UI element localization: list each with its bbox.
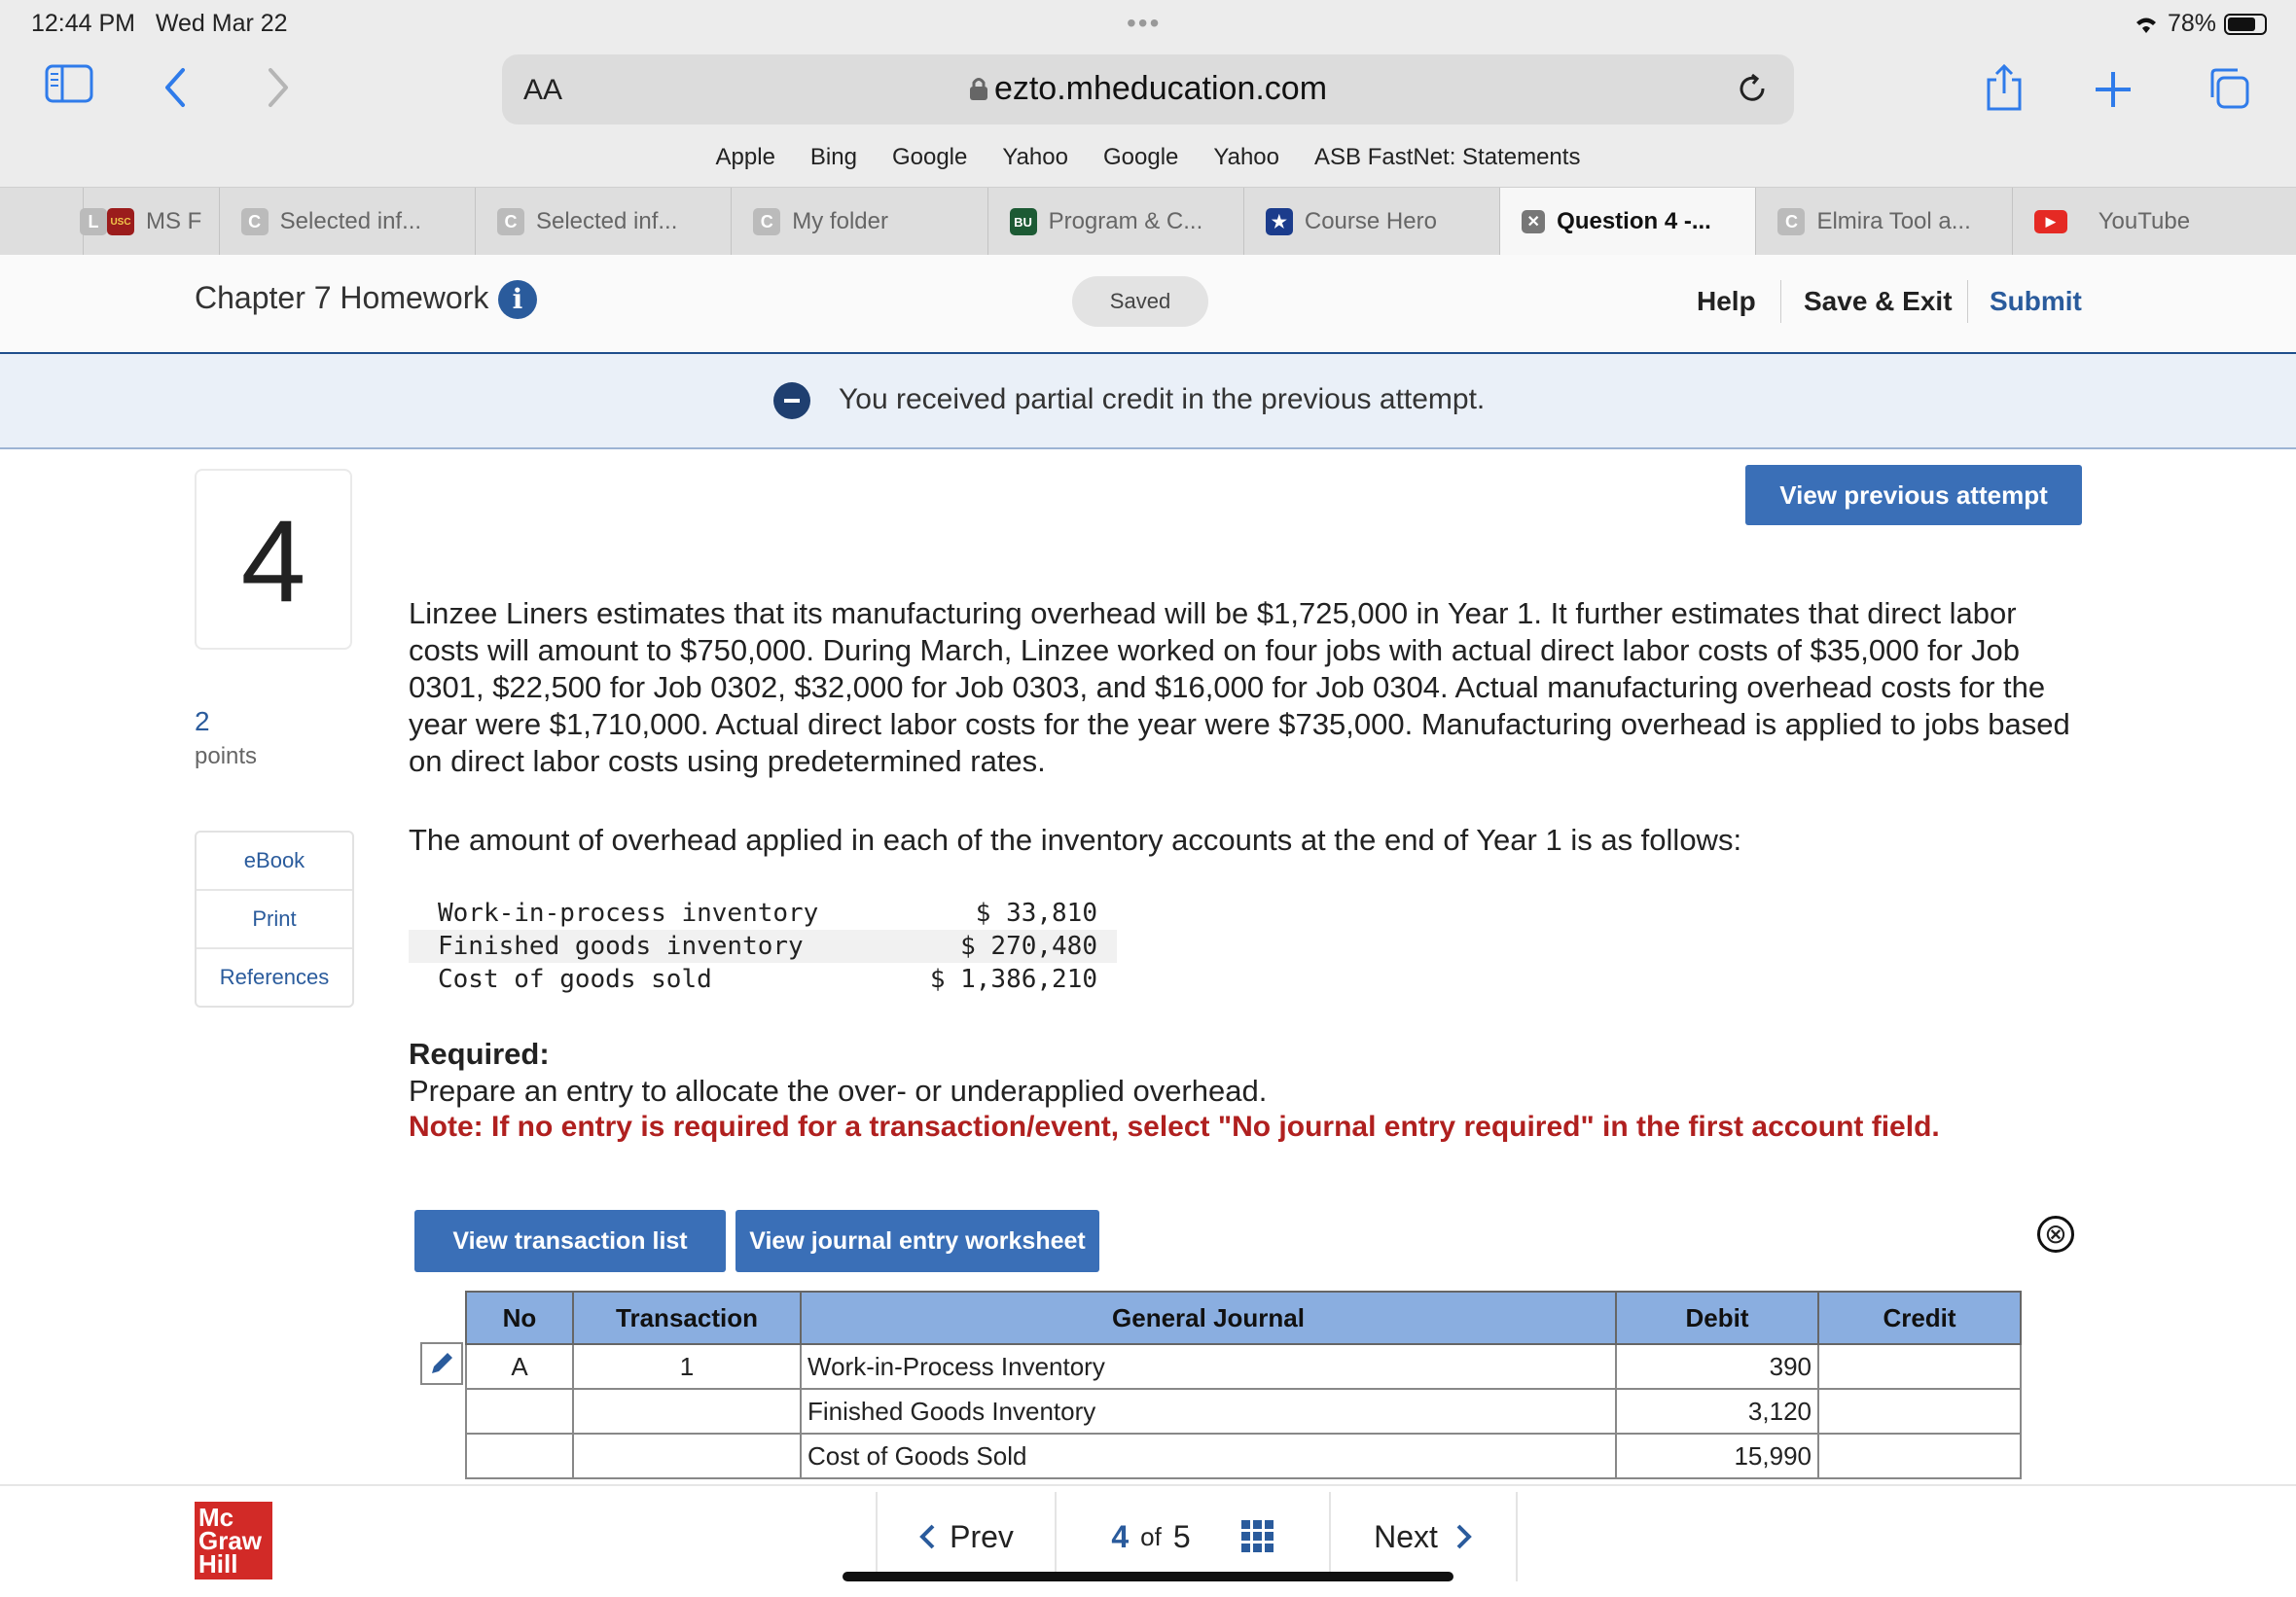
view-transaction-list-button[interactable]: View transaction list — [414, 1210, 726, 1272]
tab-question-4[interactable] — [1500, 188, 1756, 256]
entry-debit: 15,990 — [1616, 1434, 1818, 1478]
required-text: Prepare an entry to allocate the over- or underapplied overhead. — [409, 1074, 1268, 1108]
tab-favicon: L — [80, 208, 107, 235]
view-previous-attempt-button[interactable]: View previous attempt — [1745, 465, 2082, 525]
status-bar — [0, 0, 2296, 47]
note-text: Note: If no entry is required for a transaction/event, select "No journal entry required" in the first account field. — [409, 1111, 1940, 1143]
question-text: Linzee Liners estimates that its manufacturing overhead will be $1,725,000 in Year 1. It further estimates that direct labor costs will amount to $750,000. During March, Linzee worked on four jobs with actual direct labor costs of $35,000 for Job 0301, $22,500 for Job 0302, $32,000 for Job 0303, and $16,000 for Job 0304. Actual manufacturing overhead costs for the year were $1,710,000. Actual direct labor costs for the year were $735,000. Manufacturing overhead is applied to jobs based on direct labor costs using predetermined rates. — [409, 596, 2070, 778]
required-label: Required: — [409, 1037, 550, 1071]
battery-icon — [2224, 14, 2267, 35]
col-transaction: Transaction — [573, 1292, 801, 1344]
entry-account: Work-in-Process Inventory — [801, 1344, 1616, 1389]
partial-credit-icon — [773, 382, 810, 419]
favorite-asb-fastnet[interactable]: ASB FastNet: Statements — [1314, 144, 1581, 170]
tab-favicon: C — [497, 208, 524, 235]
tab-label: Program & C... — [1048, 208, 1203, 234]
url-text: ezto.mheducation.com — [993, 70, 1328, 107]
next-label: Next — [1374, 1518, 1438, 1554]
lock-icon — [969, 76, 988, 101]
inventory-row — [409, 897, 1117, 930]
page-current: 4 — [1111, 1518, 1130, 1554]
favorite-bing[interactable]: Bing — [809, 144, 857, 170]
clock-time: 12:44 PM — [31, 10, 136, 37]
view-journal-worksheet-button[interactable]: View journal entry worksheet — [735, 1210, 1099, 1272]
tab-overview-icon[interactable] — [2206, 66, 2251, 111]
favorites-bar — [0, 144, 2296, 171]
entry-transaction — [573, 1389, 801, 1434]
edit-entry-button[interactable] — [420, 1342, 463, 1385]
journal-row — [466, 1389, 2021, 1434]
status-time — [31, 10, 288, 38]
journal-row — [466, 1434, 2021, 1478]
entry-debit: 390 — [1616, 1344, 1818, 1389]
page-total: 5 — [1172, 1518, 1191, 1554]
inventory-value: $ 33,810 — [975, 899, 1097, 928]
tab-selected-inf-1[interactable] — [220, 188, 476, 256]
tab-favicon: C — [753, 208, 780, 235]
pencil-icon — [422, 1344, 461, 1383]
tab-selected-inf-2[interactable] — [476, 188, 732, 256]
entry-transaction: 1 — [573, 1344, 801, 1389]
journal-row — [466, 1344, 2021, 1389]
clock-date: Wed Mar 22 — [155, 10, 288, 37]
inventory-label: Work-in-process inventory — [438, 899, 819, 928]
entry-credit — [1818, 1344, 2021, 1389]
tab-label: Elmira Tool a... — [1816, 208, 1971, 234]
col-no: No — [466, 1292, 573, 1344]
tab-label: Selected inf... — [535, 208, 678, 234]
entry-credit — [1818, 1434, 2021, 1478]
entry-no: A — [466, 1344, 573, 1389]
tab-favicon: BU — [1010, 208, 1037, 235]
tab-l[interactable] — [0, 188, 99, 256]
favorite-yahoo-2[interactable]: Yahoo — [1213, 144, 1279, 170]
help-button[interactable]: Help — [1697, 286, 1756, 316]
inventory-value: $ 1,386,210 — [929, 965, 1097, 994]
col-general-journal: General Journal — [801, 1292, 1616, 1344]
info-icon[interactable]: i — [498, 280, 537, 319]
submit-button[interactable]: Submit — [1990, 286, 2082, 316]
tab-youtube[interactable] — [2013, 188, 2296, 256]
reader-aa-button[interactable]: AA — [523, 74, 563, 106]
question-pager — [876, 1492, 1518, 1581]
chevron-right-icon — [1455, 1523, 1473, 1550]
favorite-yahoo[interactable]: Yahoo — [1002, 144, 1068, 170]
prev-button[interactable] — [876, 1492, 1055, 1581]
close-tab-icon[interactable]: ✕ — [1522, 210, 1545, 233]
tab-ms-f[interactable] — [84, 188, 220, 256]
battery-fill — [2228, 18, 2255, 31]
points-label: points — [195, 743, 258, 769]
logo-line: Mc — [198, 1503, 234, 1532]
tab-label: Course Hero — [1304, 208, 1437, 234]
logo-line: Hill — [198, 1549, 238, 1579]
saved-status-badge: Saved — [1072, 276, 1208, 327]
page-indicator[interactable] — [1055, 1492, 1329, 1581]
home-indicator[interactable] — [843, 1572, 1453, 1581]
question-text-2: The amount of overhead applied in each of the inventory accounts at the end of Year 1 is as follows: — [409, 823, 1742, 857]
print-link[interactable]: Print — [197, 891, 352, 949]
tab-course-hero[interactable] — [1244, 188, 1500, 256]
logo-line: Graw — [198, 1526, 263, 1555]
ebook-link[interactable]: eBook — [197, 833, 352, 891]
reload-icon[interactable] — [1736, 72, 1769, 105]
status-right — [2133, 10, 2267, 38]
assignment-title: Chapter 7 Homework — [195, 280, 489, 315]
tab-program[interactable] — [988, 188, 1244, 256]
journal-table — [465, 1291, 2022, 1479]
inventory-value: $ 270,480 — [960, 932, 1097, 961]
tab-favicon: ★ — [1266, 208, 1293, 235]
mcgraw-hill-logo — [195, 1502, 272, 1579]
save-exit-button[interactable]: Save & Exit — [1804, 286, 1953, 316]
col-credit: Credit — [1818, 1292, 2021, 1344]
tab-favicon: C — [1777, 208, 1805, 235]
next-button[interactable] — [1329, 1492, 1518, 1581]
inventory-label: Cost of goods sold — [438, 965, 712, 994]
entry-credit — [1818, 1389, 2021, 1434]
tab-strip — [0, 187, 2296, 257]
favorite-google[interactable]: Google — [891, 144, 968, 170]
inventory-label: Finished goods inventory — [438, 932, 804, 961]
banner-message: You received partial credit in the previous attempt. — [839, 383, 1486, 415]
favorite-google-2[interactable]: Google — [1102, 144, 1179, 170]
tab-label: Selected inf... — [279, 208, 422, 234]
tab-elmira-tool[interactable] — [1756, 188, 2012, 256]
col-debit: Debit — [1616, 1292, 1818, 1344]
entry-no — [466, 1434, 573, 1478]
header-divider — [1967, 280, 1968, 323]
tab-label: YouTube — [2098, 208, 2191, 234]
tab-favicon: C — [241, 208, 269, 235]
inventory-row — [409, 963, 1117, 996]
youtube-icon: ▶ — [2034, 210, 2067, 233]
share-icon[interactable] — [1985, 64, 2024, 111]
question-number: 4 — [195, 469, 352, 650]
points-value: 2 — [195, 706, 210, 736]
inventory-row — [409, 930, 1117, 963]
grid-icon[interactable] — [1241, 1520, 1274, 1553]
battery-percent: 78% — [2167, 10, 2216, 37]
wifi-icon — [2133, 14, 2160, 35]
prev-label: Prev — [950, 1518, 1014, 1554]
tab-label: Question 4 -... — [1557, 208, 1711, 234]
entry-account: Cost of Goods Sold — [801, 1434, 1616, 1478]
new-tab-icon[interactable] — [2094, 70, 2133, 109]
overhead-inventory-table — [409, 897, 1117, 996]
entry-debit: 3,120 — [1616, 1389, 1818, 1434]
chevron-left-icon — [918, 1523, 936, 1550]
favorite-apple[interactable]: Apple — [715, 144, 775, 170]
url-display[interactable] — [0, 70, 2296, 108]
resource-links — [195, 831, 354, 1008]
tab-my-folder[interactable] — [732, 188, 987, 256]
entry-no — [466, 1389, 573, 1434]
tab-label: MS F — [146, 208, 202, 234]
tab-label: My folder — [792, 208, 888, 234]
close-icon[interactable]: ⊗ — [2037, 1216, 2074, 1253]
references-link[interactable]: References — [219, 965, 330, 989]
multitask-dots-icon[interactable]: ••• — [1127, 8, 1162, 38]
entry-transaction — [573, 1434, 801, 1478]
page-of: of — [1140, 1521, 1162, 1551]
header-divider — [1780, 280, 1781, 323]
entry-account: Finished Goods Inventory — [801, 1389, 1616, 1434]
journal-header-row — [466, 1292, 2021, 1344]
tab-favicon: USC — [107, 208, 134, 235]
